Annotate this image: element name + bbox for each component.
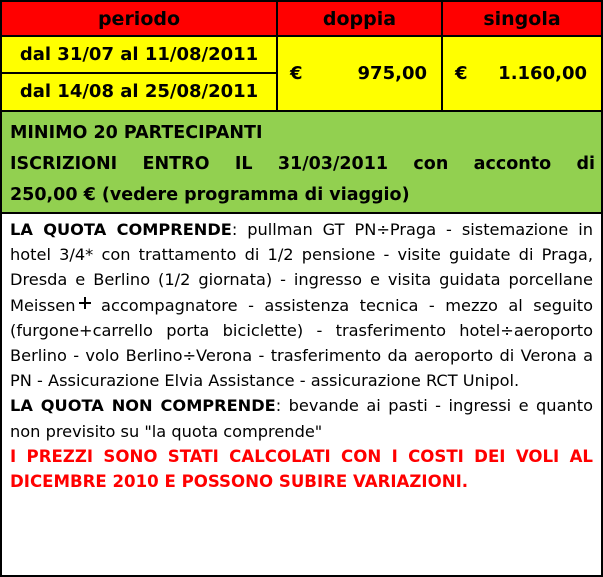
date-period-2: dal 14/08 al 25/08/2011 (19, 81, 259, 102)
excludes-heading: LA QUOTA NON COMPRENDE (10, 396, 276, 416)
date-period-1: dal 31/07 al 11/08/2011 (2, 37, 276, 74)
excludes-text: : bevande ai pasti - ingressi e quanto non previsito su "la quota comprende" (10, 396, 593, 441)
price-doppia (278, 37, 443, 112)
includes-text-part1: : pullman GT PN÷Praga - sistemazione in hotel 3/4* con trattamento di 1/2 pensione - visite guidate di Praga, Dresda e Berlino (1/2 giornata) - ingresso e visita guidata porcellane Meissen (10, 220, 593, 315)
price-singola (443, 37, 601, 112)
currency-symbol: € (290, 63, 303, 84)
header-periodo: periodo (2, 2, 278, 37)
currency-symbol: € (455, 63, 468, 84)
price-singola-value: 1.160,00 (498, 63, 587, 84)
header-singola: singola (443, 2, 601, 37)
registration-notice (2, 112, 601, 214)
includes-heading: LA QUOTA COMPRENDE (10, 220, 232, 239)
includes-text-part2: accompagnatore - assistenza tecnica - mezzo al seguito (furgone+carrello porta biciclette) - trasferimento hotel÷aeroporto Berlino - volo Berlino÷Verona - trasferimento da aeroporto di Verona a PN - Assicurazione Elvia Assistance - assicurazione RCT Unipol. (10, 295, 593, 391)
header-doppia: doppia (278, 2, 443, 37)
registration-deadline: ISCRIZIONI ENTRO IL 31/03/2011 con acconto di (10, 154, 595, 174)
deposit-note: 250,00 € (vedere programma di viaggio) (10, 185, 410, 205)
date-periods (2, 37, 278, 112)
excludes-paragraph (10, 393, 593, 443)
details-section (2, 214, 601, 495)
price-warning: I PREZZI SONO STATI CALCOLATI CON I COSTI DEI VOLI AL DICEMBRE 2010 E POSSONO SUBIRE VARIAZIONI. (10, 446, 593, 492)
minimum-participants: MINIMO 20 PARTECIPANTI (10, 123, 263, 143)
includes-paragraph (10, 217, 593, 393)
price-doppia-value: 975,00 (357, 63, 427, 84)
cross-icon (79, 297, 91, 309)
